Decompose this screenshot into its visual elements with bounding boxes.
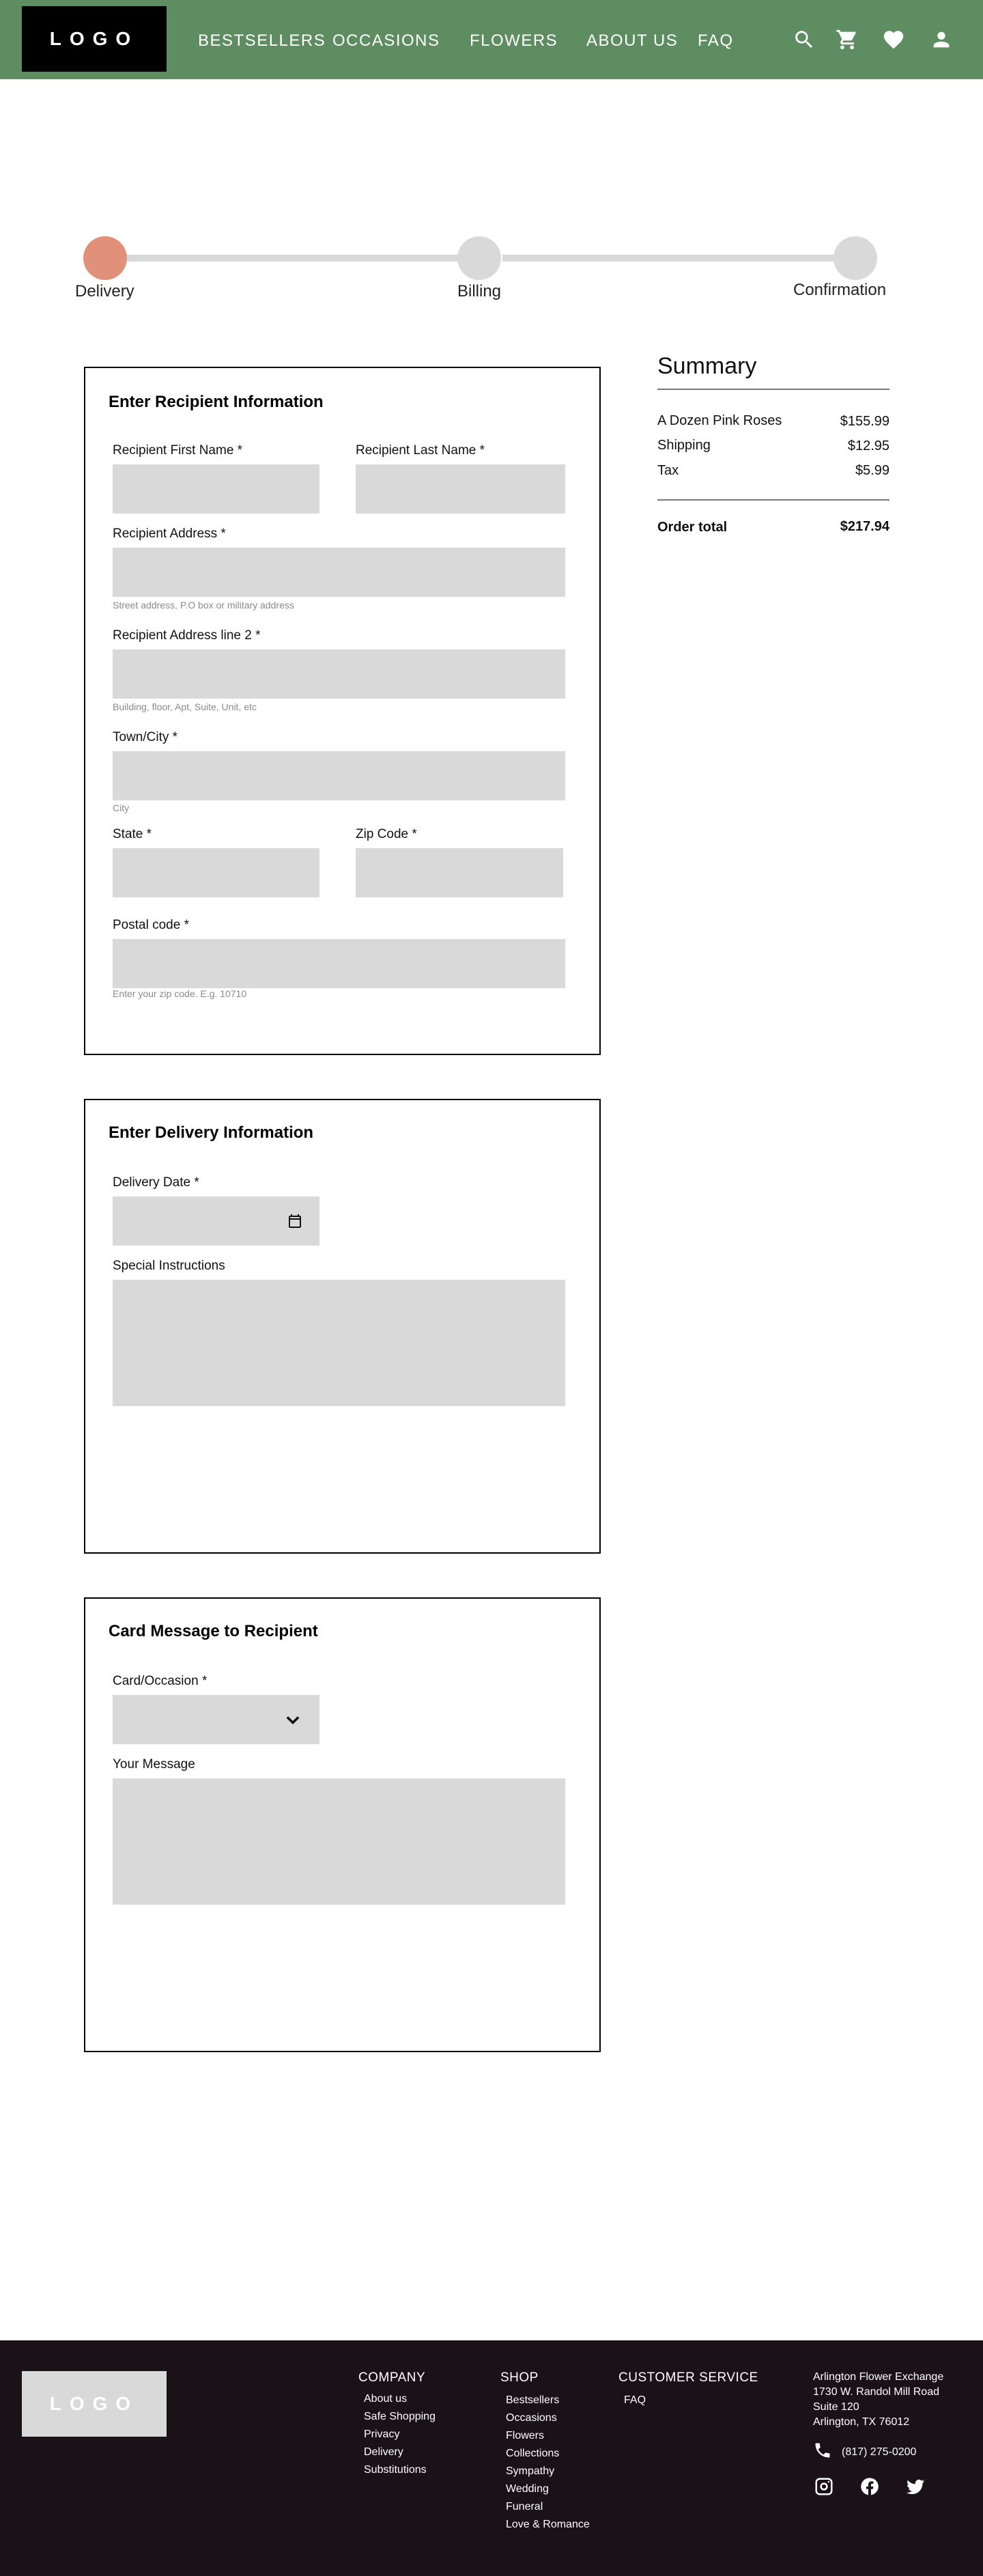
step-billing-indicator <box>457 236 501 280</box>
last-name-input[interactable] <box>356 464 565 514</box>
first-name-input[interactable] <box>113 464 319 514</box>
address-line: Arlington, TX 76012 <box>813 2416 910 2428</box>
nav-flowers[interactable]: FLOWERS <box>470 31 558 50</box>
step-billing-label: Billing <box>457 282 502 300</box>
footer-link[interactable]: Funeral <box>506 2501 543 2512</box>
footer-service-links <box>624 2392 646 2409</box>
search-icon[interactable] <box>792 27 816 52</box>
summary-shipping-value: $12.95 <box>847 438 889 453</box>
address2-input[interactable] <box>113 649 565 699</box>
calendar-icon[interactable] <box>286 1212 304 1230</box>
address-line: Arlington Flower Exchange <box>813 2371 944 2383</box>
instructions-label: Special Instructions <box>113 1259 225 1273</box>
footer-link[interactable]: Wedding <box>506 2483 549 2495</box>
footer-link[interactable]: Delivery <box>364 2446 403 2458</box>
step-connector <box>502 255 856 262</box>
footer-shop-links <box>506 2392 590 2534</box>
address-line: Suite 120 <box>813 2401 859 2413</box>
footer-link[interactable]: Safe Shopping <box>364 2411 436 2422</box>
header-logo[interactable]: LOGO <box>22 6 167 72</box>
address-line: 1730 W. Randol Mill Road <box>813 2386 939 2398</box>
footer-link[interactable]: Flowers <box>506 2430 545 2441</box>
footer-company-links <box>364 2390 436 2479</box>
summary-title: Summary <box>657 353 757 379</box>
city-hint: City <box>113 802 130 813</box>
footer-link[interactable]: Sympathy <box>506 2465 555 2477</box>
heart-icon[interactable] <box>881 27 906 52</box>
site-header <box>0 0 983 79</box>
nav-faq[interactable]: FAQ <box>698 31 734 50</box>
footer-link[interactable]: Occasions <box>506 2412 557 2424</box>
footer-link[interactable]: Substitutions <box>364 2464 427 2476</box>
facebook-icon[interactable] <box>859 2476 881 2497</box>
summary-item-value: $155.99 <box>840 414 889 429</box>
postal-hint: Enter your zip code. E.g. 10710 <box>113 988 247 999</box>
address2-label: Recipient Address line 2 * <box>113 628 261 643</box>
message-label: Your Message <box>113 1757 195 1772</box>
site-footer <box>0 2340 983 2576</box>
city-input[interactable] <box>113 751 565 800</box>
summary-total-divider <box>657 499 889 501</box>
delivery-section <box>84 1099 601 1554</box>
occasion-label: Card/Occasion * <box>113 1674 208 1688</box>
state-input[interactable] <box>113 848 319 897</box>
postal-input[interactable] <box>113 939 565 988</box>
recipient-title: Enter Recipient Information <box>109 393 324 411</box>
footer-link[interactable]: Bestsellers <box>506 2394 560 2406</box>
footer-logo[interactable]: LOGO <box>22 2371 167 2437</box>
twitter-icon[interactable] <box>904 2476 926 2497</box>
order-total-value: $217.94 <box>840 519 889 534</box>
card-message-title: Card Message to Recipient <box>109 1622 318 1640</box>
nav-about-us[interactable]: ABOUT US <box>586 31 679 50</box>
message-textarea[interactable] <box>113 1778 565 1905</box>
instructions-textarea[interactable] <box>113 1280 565 1406</box>
summary-item-label: A Dozen Pink Roses <box>657 413 782 428</box>
step-confirmation-indicator <box>834 236 877 280</box>
first-name-label: Recipient First Name * <box>113 443 243 458</box>
nav-bestsellers[interactable]: BESTSELLERS <box>198 31 326 50</box>
address-input[interactable] <box>113 548 565 597</box>
footer-service-heading: CUSTOMER SERVICE <box>618 2370 758 2385</box>
footer-address <box>813 2370 943 2430</box>
last-name-label: Recipient Last Name * <box>356 443 485 458</box>
step-delivery-indicator <box>83 236 127 280</box>
footer-link[interactable]: Privacy <box>364 2428 400 2440</box>
card-message-section <box>84 1597 601 2052</box>
phone-number: (817) 275-0200 <box>842 2446 917 2458</box>
delivery-title: Enter Delivery Information <box>109 1123 314 1142</box>
nav-occasions[interactable]: OCCASIONS <box>332 31 440 50</box>
footer-phone[interactable] <box>813 2441 916 2463</box>
delivery-date-label: Delivery Date * <box>113 1175 199 1190</box>
footer-company-heading: COMPANY <box>358 2370 426 2385</box>
summary-divider <box>657 389 889 390</box>
postal-label: Postal code * <box>113 918 189 932</box>
summary-tax-value: $5.99 <box>855 463 889 478</box>
zip-input[interactable] <box>356 848 563 897</box>
footer-link[interactable]: Love & Romance <box>506 2519 590 2530</box>
footer-link[interactable]: FAQ <box>624 2394 646 2406</box>
step-connector <box>105 255 481 262</box>
order-total-label: Order total <box>657 520 728 535</box>
state-label: State * <box>113 827 152 841</box>
instagram-icon[interactable] <box>813 2476 835 2497</box>
recipient-section <box>84 367 601 1055</box>
address-hint: Street address, P.O box or military address <box>113 600 294 611</box>
summary-tax-label: Tax <box>657 463 679 478</box>
chevron-down-icon[interactable] <box>283 1711 302 1730</box>
address2-hint: Building, floor, Apt, Suite, Unit, etc <box>113 701 257 712</box>
footer-link[interactable]: Collections <box>506 2448 560 2459</box>
user-icon[interactable] <box>929 27 954 52</box>
footer-shop-heading: SHOP <box>500 2370 539 2385</box>
step-delivery-label: Delivery <box>75 282 134 300</box>
cart-icon[interactable] <box>835 27 859 52</box>
address-label: Recipient Address * <box>113 527 226 541</box>
zip-label: Zip Code * <box>356 827 417 841</box>
footer-link[interactable]: About us <box>364 2393 408 2405</box>
step-confirmation-label: Confirmation <box>793 281 887 299</box>
city-label: Town/City * <box>113 730 178 744</box>
summary-shipping-label: Shipping <box>657 438 711 453</box>
phone-icon <box>813 2441 832 2463</box>
